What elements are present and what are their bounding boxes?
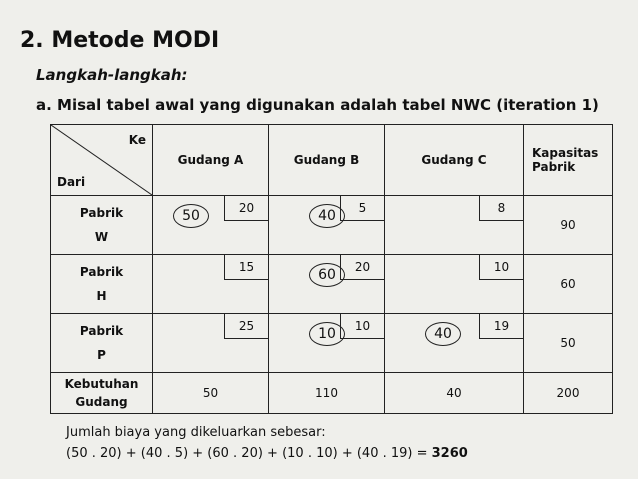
cost-box: 10 <box>479 255 523 280</box>
cost-box: 25 <box>224 314 268 339</box>
capacity-value: 50 <box>524 314 613 373</box>
demand-value: 110 <box>269 373 385 414</box>
cost-box: 15 <box>224 255 268 280</box>
intro-text: a. Misal tabel awal yang digunakan adalah tabel NWC (iteration 1) <box>36 96 599 114</box>
page-title: 2. Metode MODI <box>20 28 220 53</box>
cell-p-b <box>269 314 385 373</box>
cost-note-line1: Jumlah biaya yang dikeluarkan sebesar: <box>66 425 326 440</box>
cost-box: 8 <box>479 196 523 221</box>
corner-from-label: Dari <box>57 175 86 189</box>
table-row <box>51 196 613 255</box>
cell-p-a <box>153 314 269 373</box>
allocation-circle: 40 <box>309 204 345 228</box>
cost-note-line2 <box>66 443 468 464</box>
cost-box: 10 <box>340 314 384 339</box>
allocation-circle: 50 <box>173 204 209 228</box>
row-label <box>51 255 153 314</box>
header-gudang-b: Gudang B <box>269 125 385 196</box>
cost-box: 20 <box>340 255 384 280</box>
cell-h-c <box>385 255 524 314</box>
cost-total: 3260 <box>431 446 468 461</box>
allocation-circle: 60 <box>309 263 345 287</box>
cell-p-c <box>385 314 524 373</box>
demand-row <box>51 373 613 414</box>
corner-cell <box>51 125 153 196</box>
corner-to-label: Ke <box>128 133 146 147</box>
header-capacity: Kapasitas Pabrik <box>524 125 613 196</box>
table-row <box>51 314 613 373</box>
capacity-value: 90 <box>524 196 613 255</box>
demand-label: Kebutuhan Gudang <box>51 373 153 414</box>
cell-w-b <box>269 196 385 255</box>
table-header-row <box>51 125 613 196</box>
row-label <box>51 196 153 255</box>
cost-box: 19 <box>479 314 523 339</box>
cost-box: 20 <box>224 196 268 221</box>
demand-value: 40 <box>385 373 524 414</box>
demand-value: 50 <box>153 373 269 414</box>
cost-formula: (50 . 20) + (40 . 5) + (60 . 20) + (10 . 10) + (40 . 19) = <box>66 446 432 461</box>
cost-box: 5 <box>340 196 384 221</box>
header-gudang-c: Gudang C <box>385 125 524 196</box>
cost-note <box>66 422 468 464</box>
allocation-circle: 10 <box>309 322 345 346</box>
row-label-line2: P <box>97 348 106 362</box>
cell-w-a <box>153 196 269 255</box>
allocation-circle: 40 <box>425 322 461 346</box>
cell-w-c <box>385 196 524 255</box>
cell-h-b <box>269 255 385 314</box>
header-gudang-a: Gudang A <box>153 125 269 196</box>
table-row <box>51 255 613 314</box>
nwc-table <box>50 124 613 414</box>
row-label-line2: H <box>96 289 107 303</box>
row-label-line1: Pabrik <box>79 206 124 220</box>
cell-h-a <box>153 255 269 314</box>
row-label-line1: Pabrik <box>79 265 124 279</box>
row-label-line2: W <box>94 230 109 244</box>
row-label <box>51 314 153 373</box>
row-label-line1: Pabrik <box>79 324 124 338</box>
steps-subtitle: Langkah-langkah: <box>36 66 188 84</box>
capacity-value: 60 <box>524 255 613 314</box>
total-value: 200 <box>524 373 613 414</box>
